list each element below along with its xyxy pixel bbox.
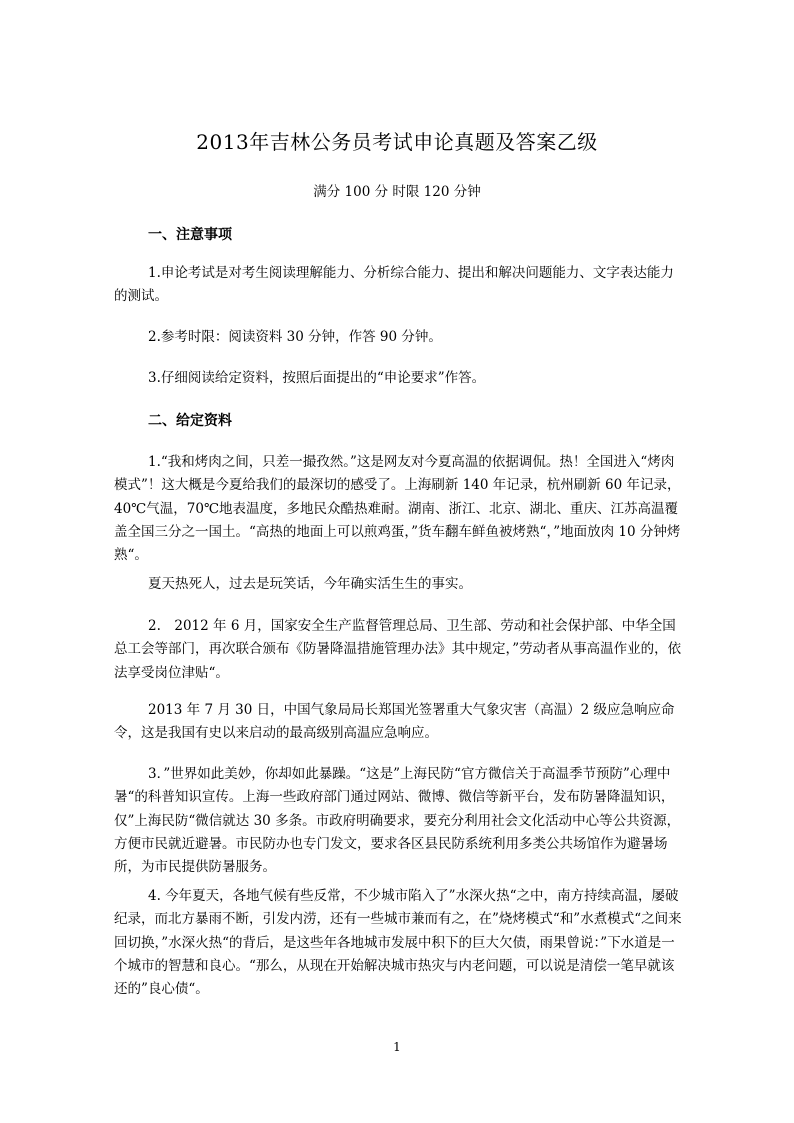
material-paragraph: 2. 2012 年 6 月，国家安全生产监督管理总局、卫生部、劳动和社会保护部、中华全国总工会等部门，再次联合颁布《防暑降温措施管理办法》其中规定，”劳动者从事高温作业的，依法享受岗位津贴“。: [114, 618, 682, 681]
note-paragraph: 1.申论考试是对考生阅读理解能力、分析综合能力、提出和解决问题能力、文字表达能力的测试。: [114, 265, 674, 305]
page-number: 1: [393, 1040, 401, 1054]
material-paragraph: 3．”世界如此美妙，你却如此暴躁。“这是”上海民防“官方微信关于高温季节预防”心理中暑“的科普知识宣传。上海一些政府部门通过网站、微博、微信等新平台，发布防暑降温知识，仅”上海民防“微信就达 30 多条。市政府明确要求，要充分利用社会文化活动中心等公共资源，方便市民就近避暑。市民防办也专门发文，要求各区县民防系统利用多类公共场馆作为避暑场所，为市民提供防暑服务。: [114, 766, 681, 876]
material-paragraph: 1.“我和烤肉之间，只差一撮孜然。”这是网友对今夏高温的依据调侃。热！全国进入“烤肉模式”！这大概是今夏给我们的最深切的感受了。上海刷新 140 年记录，杭州刷新 60 年记录，40℃气温，70℃地表温度，多地民众酷热难耐。湖南、浙江、北京、湖北、重庆、江苏高温覆盖全国三分之一国土。“高热的地面上可以煎鸡蛋，”货车翻车鲜鱼被烤熟“，”地面放肉 10 分钟烤熟“。: [114, 454, 681, 564]
note-paragraph: 2.参考时限：阅读资料 30 分钟，作答 90 分钟。: [148, 329, 442, 345]
section-heading-notes: 一、注意事项: [148, 227, 232, 243]
note-paragraph: 3.仔细阅读给定资料，按照后面提出的“申论要求”作答。: [148, 370, 486, 386]
document-title: 2013年吉林公务员考试申论真题及答案乙级: [196, 130, 598, 154]
document-subtitle: 满分 100 分 时限 120 分钟: [313, 184, 481, 200]
material-paragraph: 4. 今年夏天，各地气候有些反常，不少城市陷入了”水深火热“之中，南方持续高温，屡破纪录，而北方暴雨不断，引发内涝，还有一些城市兼而有之，在”烧烤模式“和”水煮模式“之间来回切换，”水深火热“的背后，是这些年各地城市发展中积下的巨大欠债，雨果曾说：”下水道是一个城市的智慧和良心。“那么，从现在开始解决城市热灾与内老问题，可以说是清偿一笔早就该还的”良心债“。: [114, 888, 682, 998]
material-paragraph: 夏天热死人，过去是玩笑话，今年确实活生生的事实。: [148, 576, 472, 592]
material-paragraph: 2013 年 7 月 30 日，中国气象局局长郑国光签署重大气象灾害（高温）2 级应急响应命令，这是我国有史以来启动的最高级别高温应急响应。: [114, 702, 675, 742]
section-heading-materials: 二、给定资料: [148, 413, 232, 429]
